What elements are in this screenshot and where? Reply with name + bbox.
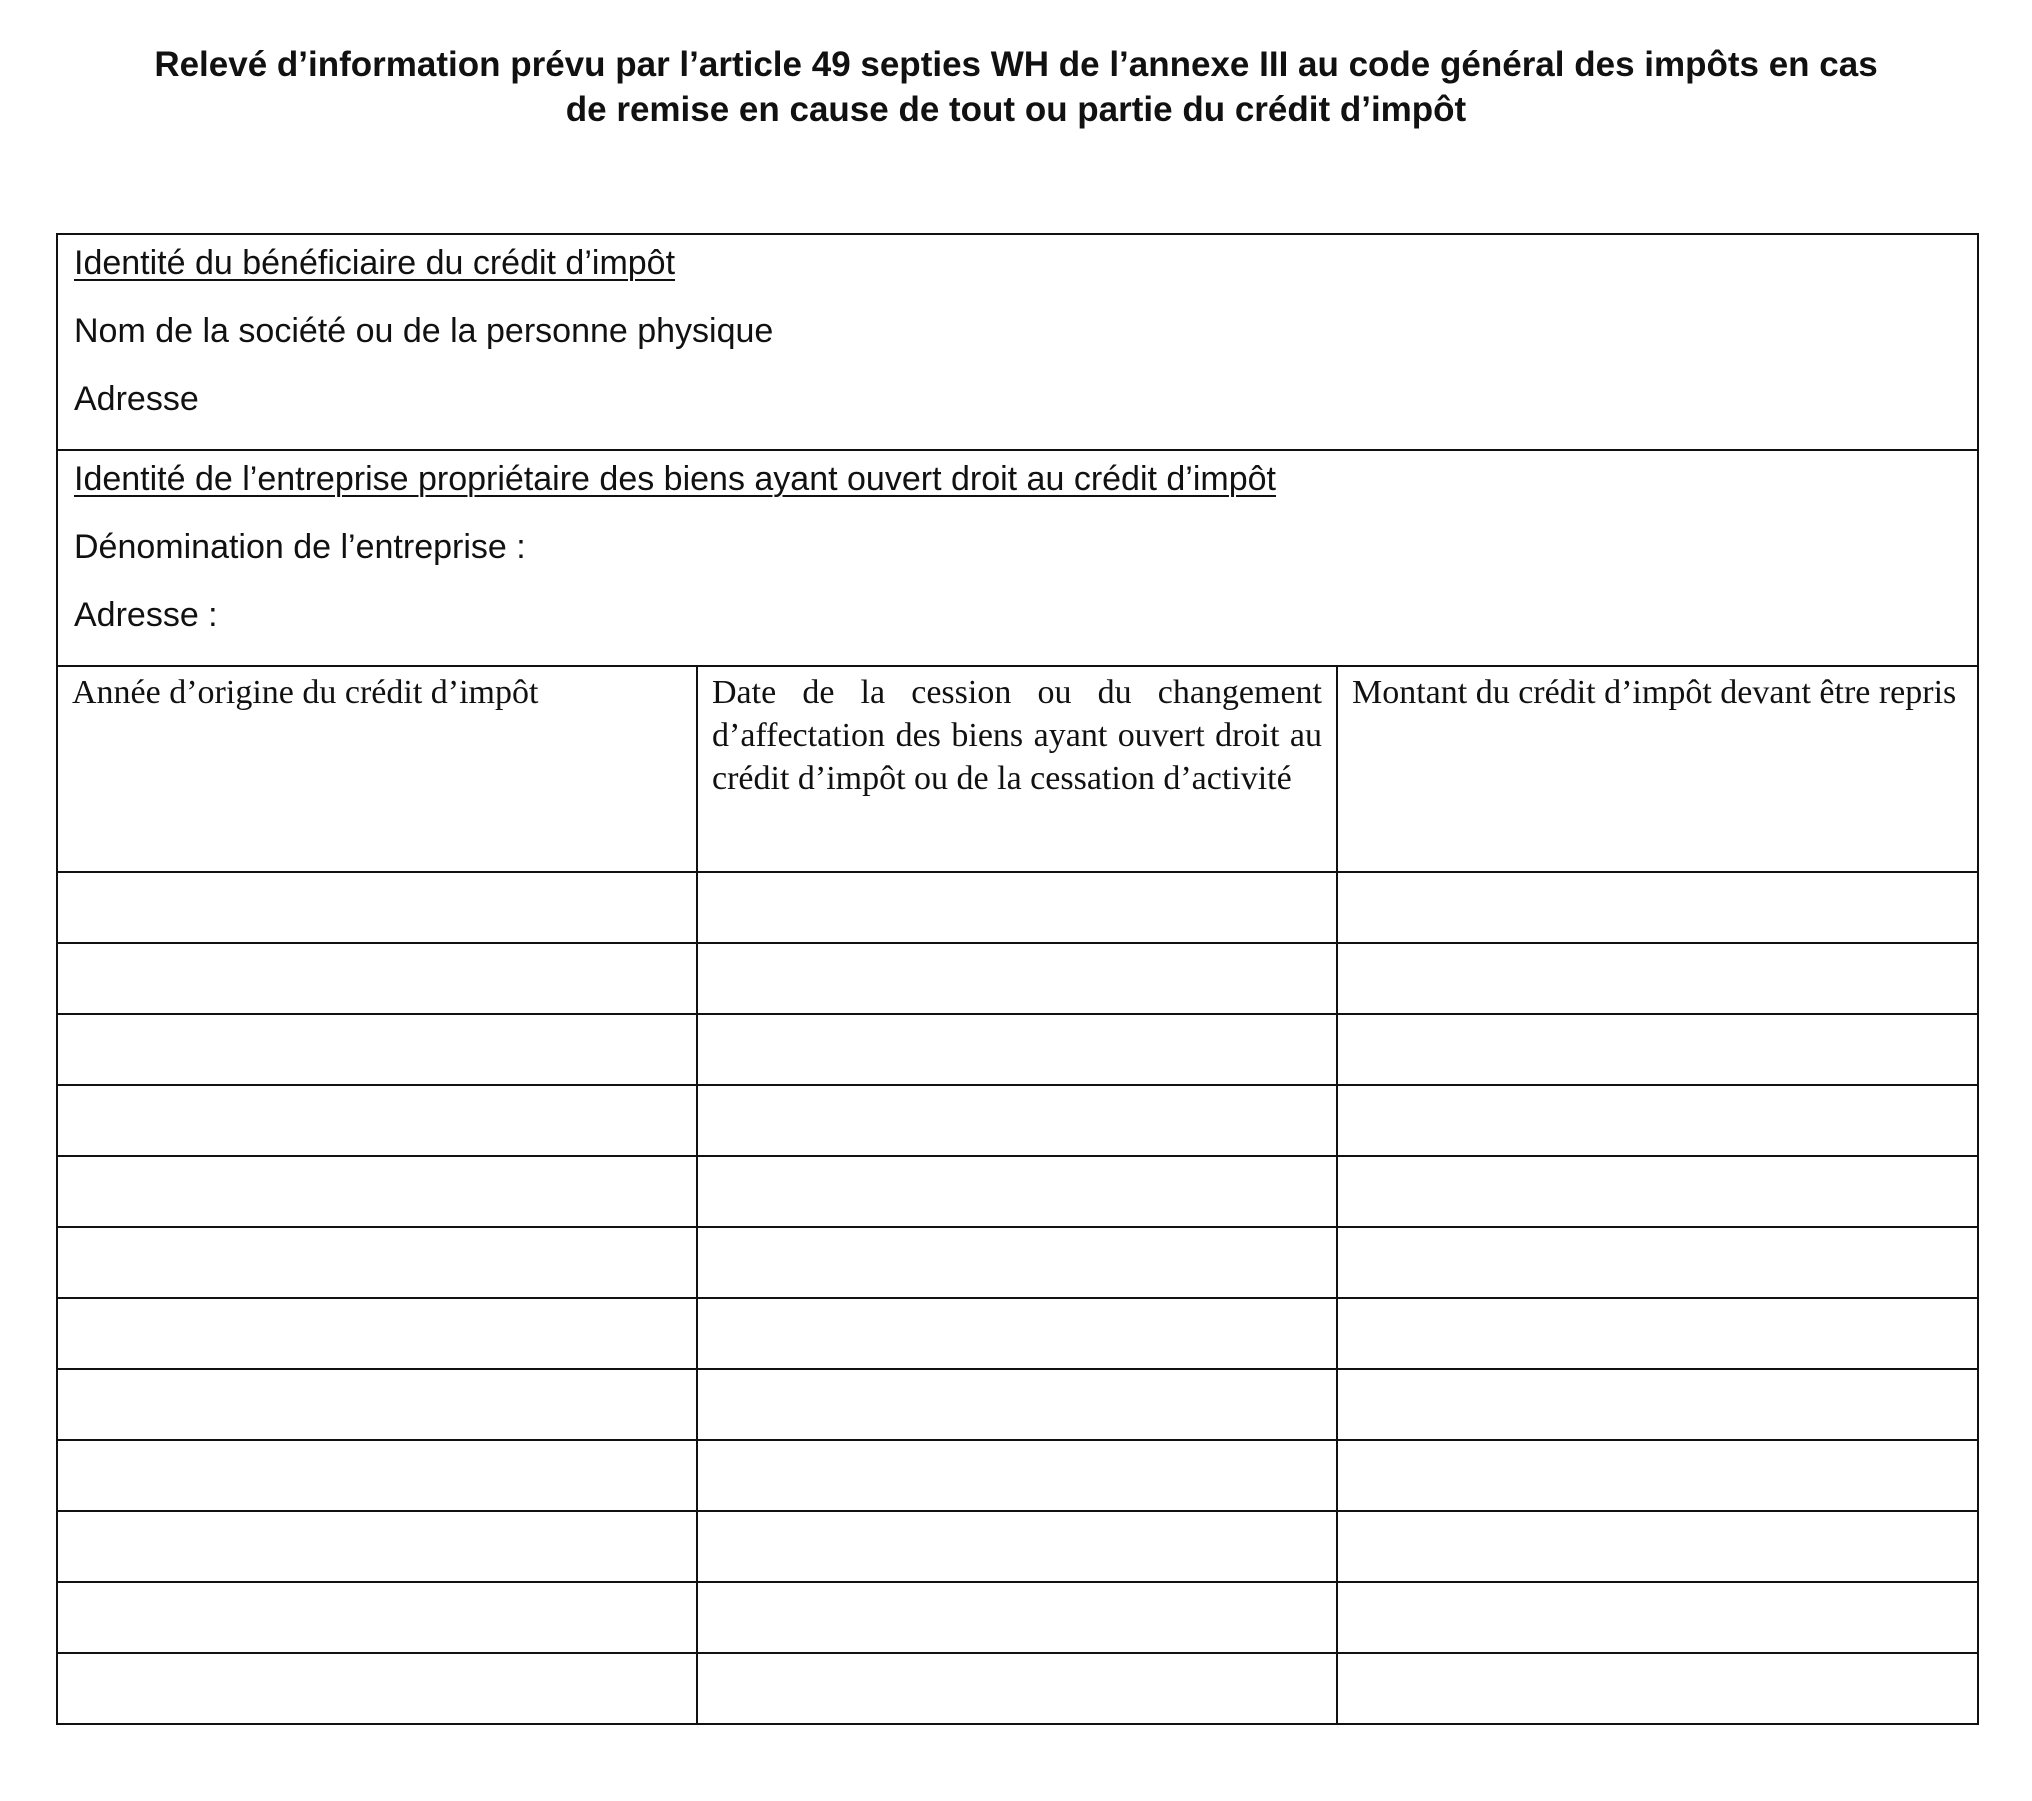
information-form-table: [56, 233, 1979, 1725]
beneficiary-cell: [57, 234, 1978, 450]
owner-heading: Identité de l’entreprise propriétaire des biens ayant ouvert droit au crédit d’impôt: [74, 460, 1277, 498]
owner-denomination-label: Dénomination de l’entreprise :: [74, 528, 526, 566]
entry-cell-amount[interactable]: [1337, 1298, 1978, 1369]
entry-cell-amount[interactable]: [1337, 1582, 1978, 1653]
entry-cell-year[interactable]: [57, 943, 697, 1014]
column-header-year: Année d’origine du crédit d’impôt: [57, 666, 697, 872]
title-line-2: de remise en cause de tout ou partie du crédit d’impôt: [565, 90, 1467, 129]
beneficiary-name-label: Nom de la société ou de la personne physique: [74, 312, 774, 350]
entry-cell-date[interactable]: [697, 943, 1337, 1014]
entry-cell-amount[interactable]: [1337, 1014, 1978, 1085]
entry-cell-year[interactable]: [57, 1298, 697, 1369]
column-header-date: Date de la cession ou du changement d’affectation des biens ayant ouvert droit au crédit d’impôt ou de la cessation d’activité: [697, 666, 1337, 872]
table-row: [57, 1653, 1978, 1724]
entry-cell-amount[interactable]: [1337, 1156, 1978, 1227]
table-row: [57, 1085, 1978, 1156]
entry-cell-date[interactable]: [697, 872, 1337, 943]
beneficiary-address-label: Adresse: [74, 380, 199, 418]
table-row: [57, 1227, 1978, 1298]
entry-cell-amount[interactable]: [1337, 1511, 1978, 1582]
entry-cell-year[interactable]: [57, 1227, 697, 1298]
table-row: [57, 1156, 1978, 1227]
entry-cell-amount[interactable]: [1337, 1440, 1978, 1511]
beneficiary-section: [57, 234, 1978, 450]
entry-cell-date[interactable]: [697, 1440, 1337, 1511]
entry-cell-date[interactable]: [697, 1298, 1337, 1369]
entry-cell-date[interactable]: [697, 1511, 1337, 1582]
entry-cell-amount[interactable]: [1337, 943, 1978, 1014]
entry-cell-year[interactable]: [57, 1653, 697, 1724]
entry-cell-year[interactable]: [57, 1085, 697, 1156]
entry-cell-year[interactable]: [57, 1014, 697, 1085]
table-row: [57, 872, 1978, 943]
entry-cell-date[interactable]: [697, 1582, 1337, 1653]
entry-cell-year[interactable]: [57, 1511, 697, 1582]
entry-cell-date[interactable]: [697, 1653, 1337, 1724]
entry-cell-date[interactable]: [697, 1014, 1337, 1085]
table-row: [57, 1511, 1978, 1582]
entry-cell-amount[interactable]: [1337, 1653, 1978, 1724]
owner-cell: [57, 450, 1978, 666]
entry-cell-year[interactable]: [57, 1369, 697, 1440]
entry-cell-date[interactable]: [697, 1156, 1337, 1227]
table-row: [57, 943, 1978, 1014]
table-row: [57, 1014, 1978, 1085]
table-row: [57, 1582, 1978, 1653]
entry-cell-year[interactable]: [57, 1156, 697, 1227]
entry-cell-date[interactable]: [697, 1227, 1337, 1298]
title-line-1: Relevé d’information prévu par l’article 49 septies WH de l’annexe III au code général des impôts en cas: [154, 45, 1878, 84]
table-row: [57, 1369, 1978, 1440]
entry-cell-year[interactable]: [57, 1582, 697, 1653]
column-header-amount: Montant du crédit d’impôt devant être repris: [1337, 666, 1978, 872]
entry-cell-year[interactable]: [57, 872, 697, 943]
table-row: [57, 1440, 1978, 1511]
entry-cell-amount[interactable]: [1337, 1085, 1978, 1156]
column-header-row: [57, 666, 1978, 872]
entry-cell-date[interactable]: [697, 1369, 1337, 1440]
entry-cell-date[interactable]: [697, 1085, 1337, 1156]
owner-address-label: Adresse :: [74, 596, 218, 634]
document-title: [60, 42, 1972, 132]
entry-cell-year[interactable]: [57, 1440, 697, 1511]
entry-cell-amount[interactable]: [1337, 1227, 1978, 1298]
entry-cell-amount[interactable]: [1337, 1369, 1978, 1440]
beneficiary-heading: Identité du bénéficiaire du crédit d’impôt: [74, 244, 676, 282]
owner-section: [57, 450, 1978, 666]
entry-cell-amount[interactable]: [1337, 872, 1978, 943]
table-row: [57, 1298, 1978, 1369]
